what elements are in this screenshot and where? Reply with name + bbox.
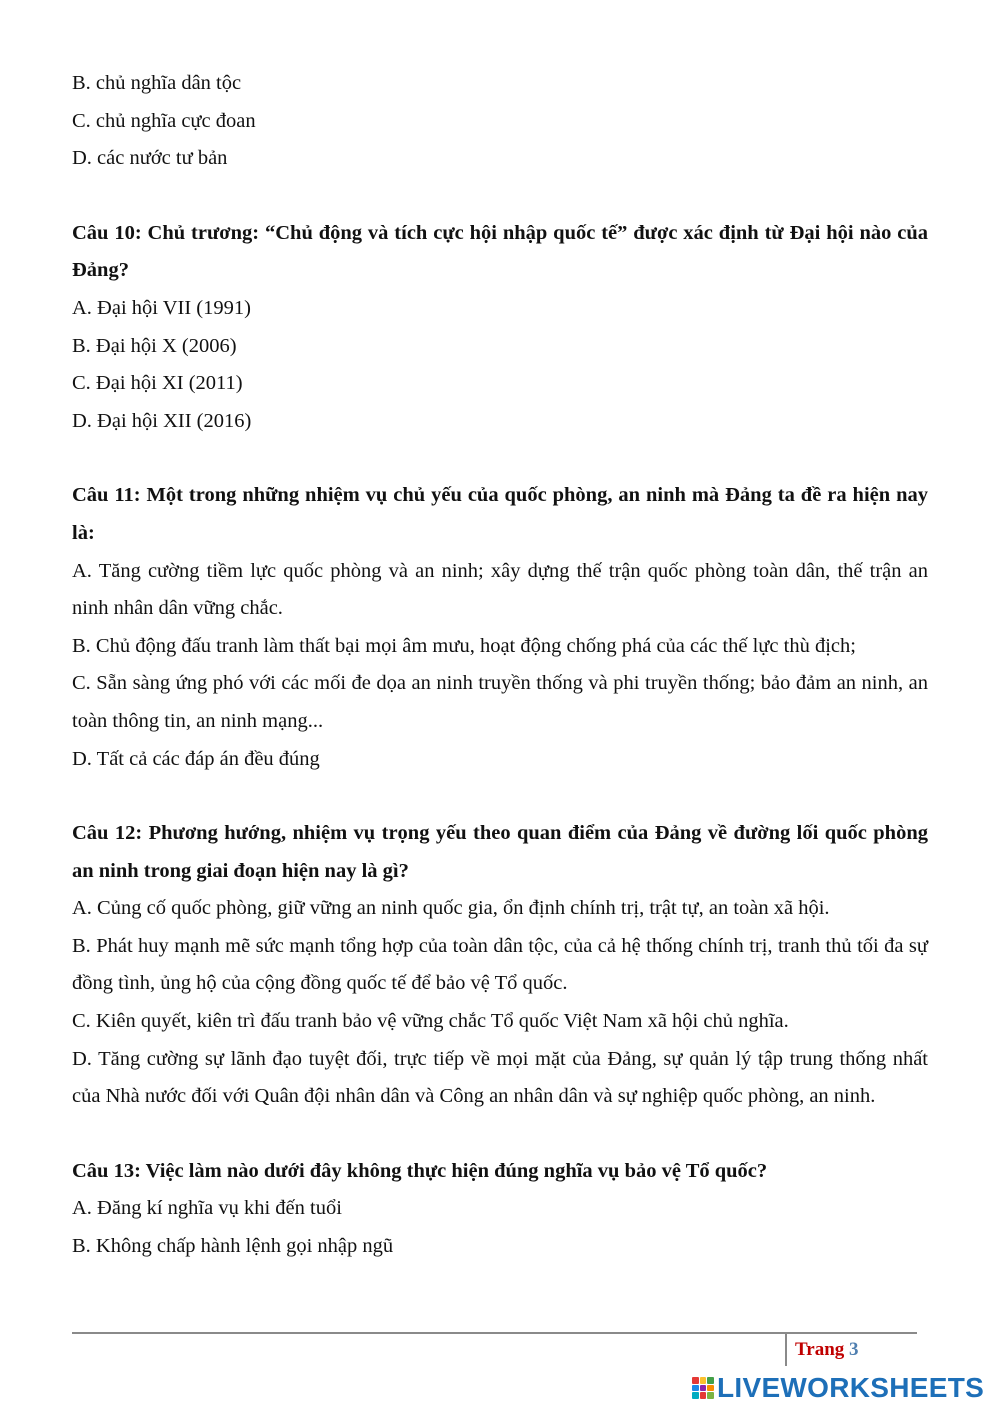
q10-option-a: A. Đại hội VII (1991) — [72, 296, 251, 319]
q11-option-a: A. Tăng cường tiềm lực quốc phòng và an ninh; xây dựng thế trận quốc phòng toàn dân, thế trận an ninh nhân dân vững chắc. — [72, 559, 928, 620]
q12-option-d: D. Tăng cường sự lãnh đạo tuyệt đối, trực tiếp về mọi mặt của Đảng, sự quản lý tập trung thống nhất của Nhà nước đối với Quân đội nhân dân và Công an nhân dân và sự nghiệp quốc phòng, an ninh. — [72, 1047, 928, 1108]
liveworksheets-brand-text: LIVEWORKSHEETS — [717, 1372, 985, 1403]
page-word: Trang — [795, 1339, 845, 1360]
page-number: 3 — [849, 1339, 859, 1360]
q13-option-b: B. Không chấp hành lệnh gọi nhập ngũ — [72, 1235, 394, 1258]
worksheet-content — [72, 65, 928, 1266]
question-13: Câu 13: Việc làm nào dưới đây không thực hiện đúng nghĩa vụ bảo vệ Tổ quốc? — [72, 1159, 768, 1182]
q10-option-d: D. Đại hội XII (2016) — [72, 409, 252, 432]
q12-option-a: A. Củng cố quốc phòng, giữ vững an ninh quốc gia, ổn định chính trị, trật tự, an toàn xã hội. — [72, 897, 830, 920]
footer-divider — [72, 1332, 917, 1334]
q10-option-b: B. Đại hội X (2006) — [72, 334, 237, 357]
q11-option-c: C. Sẵn sàng ứng phó với các mối đe dọa an ninh truyền thống và phi truyền thống; bảo đảm an ninh, an toàn thông tin, an ninh mạng... — [72, 672, 928, 732]
question-12: Câu 12: Phương hướng, nhiệm vụ trọng yếu theo quan điểm của Đảng về đường lối quốc phòng an ninh trong giai đoạn hiện nay là gì? — [72, 822, 928, 882]
q13-option-a: A. Đăng kí nghĩa vụ khi đến tuổi — [72, 1197, 342, 1220]
page-number-label — [795, 1339, 859, 1361]
q12-option-b: B. Phát huy mạnh mẽ sức mạnh tổng hợp của toàn dân tộc, của cả hệ thống chính trị, tranh thủ tối đa sự đồng tình, ủng hộ của cộng đồng quốc tế để bảo vệ Tổ quốc. — [72, 934, 928, 995]
q10-option-c: C. Đại hội XI (2011) — [72, 372, 243, 395]
footer-separator — [785, 1334, 787, 1366]
liveworksheets-logo[interactable] — [692, 1373, 984, 1403]
option-b: B. chủ nghĩa dân tộc — [72, 72, 242, 94]
question-10: Câu 10: Chủ trương: “Chủ động và tích cực hội nhập quốc tế” được xác định từ Đại hội nào của Đảng? — [72, 221, 928, 282]
q11-option-b: B. Chủ động đấu tranh làm thất bại mọi âm mưu, hoạt động chống phá của các thế lực thù địch; — [72, 634, 856, 657]
q12-option-c: C. Kiên quyết, kiên trì đấu tranh bảo vệ vững chắc Tổ quốc Việt Nam xã hội chủ nghĩa. — [72, 1010, 789, 1033]
option-c: C. chủ nghĩa cực đoan — [72, 109, 256, 132]
question-11: Câu 11: Một trong những nhiệm vụ chủ yếu của quốc phòng, an ninh mà Đảng ta đề ra hiện nay là: — [72, 484, 928, 544]
q11-option-d: D. Tất cả các đáp án đều đúng — [72, 747, 320, 770]
option-d: D. các nước tư bản — [72, 147, 228, 170]
liveworksheets-grid-icon — [692, 1377, 714, 1399]
